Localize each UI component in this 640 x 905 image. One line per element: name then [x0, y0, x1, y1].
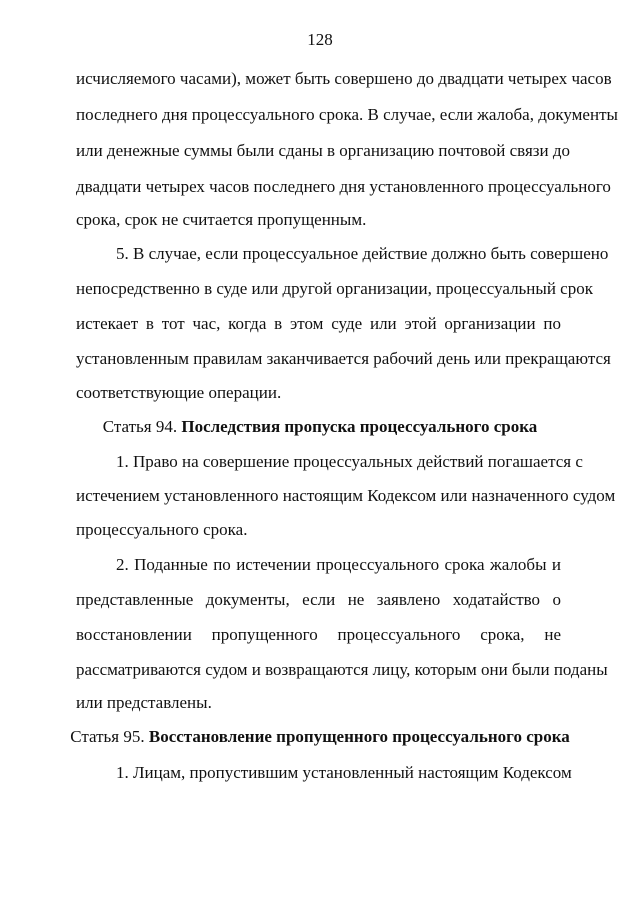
text-line: рассматриваются судом и возвращаются лицу, которым они были поданы	[76, 660, 608, 679]
text-line: представленные документы, если не заявлено ходатайство о	[76, 590, 561, 609]
text-line: исчисляемого часами), может быть совершено до двадцати четырех часов	[76, 69, 612, 88]
text-line: 2. Поданные по истечении процессуального срока жалобы и	[116, 555, 561, 574]
text-line: или денежные суммы были сданы в организацию почтовой связи до	[76, 141, 570, 160]
article-number: Статья 94.	[102, 417, 178, 436]
text-line: 1. Лицам, пропустившим установленный настоящим Кодексом	[116, 763, 572, 782]
text-line: непосредственно в суде или другой организации, процессуальный срок	[76, 279, 593, 298]
text-line: срока, срок не считается пропущенным.	[76, 210, 367, 229]
text-line: последнего дня процессуального срока. В случае, если жалоба, документы	[76, 105, 618, 124]
text-line: или представлены.	[76, 693, 212, 712]
text-line: процессуального срока.	[76, 520, 248, 539]
text-line: установленным правилам заканчивается рабочий день или прекращаются	[76, 349, 611, 368]
text-line: восстановлении пропущенного процессуального срока, не	[76, 625, 561, 644]
text-line: истечением установленного настоящим Кодексом или назначенного судом	[76, 486, 616, 505]
text-line: 5. В случае, если процессуальное действие должно быть совершено	[116, 244, 609, 263]
article-title: Восстановление пропущенного процессуального срока	[148, 727, 570, 746]
article-title: Последствия пропуска процессуального срока	[181, 417, 538, 436]
article-95-heading	[0, 726, 640, 748]
article-94-heading	[0, 416, 640, 438]
page-number: 128	[307, 30, 333, 49]
text-line: двадцати четырех часов последнего дня установленного процессуального	[76, 177, 611, 196]
article-number: Статья 95.	[70, 727, 145, 746]
text-line: истекает в тот час, когда в этом суде или этой организации по	[76, 314, 561, 333]
text-line: 1. Право на совершение процессуальных действий погашается с	[116, 452, 583, 471]
text-line: соответствующие операции.	[76, 383, 282, 402]
